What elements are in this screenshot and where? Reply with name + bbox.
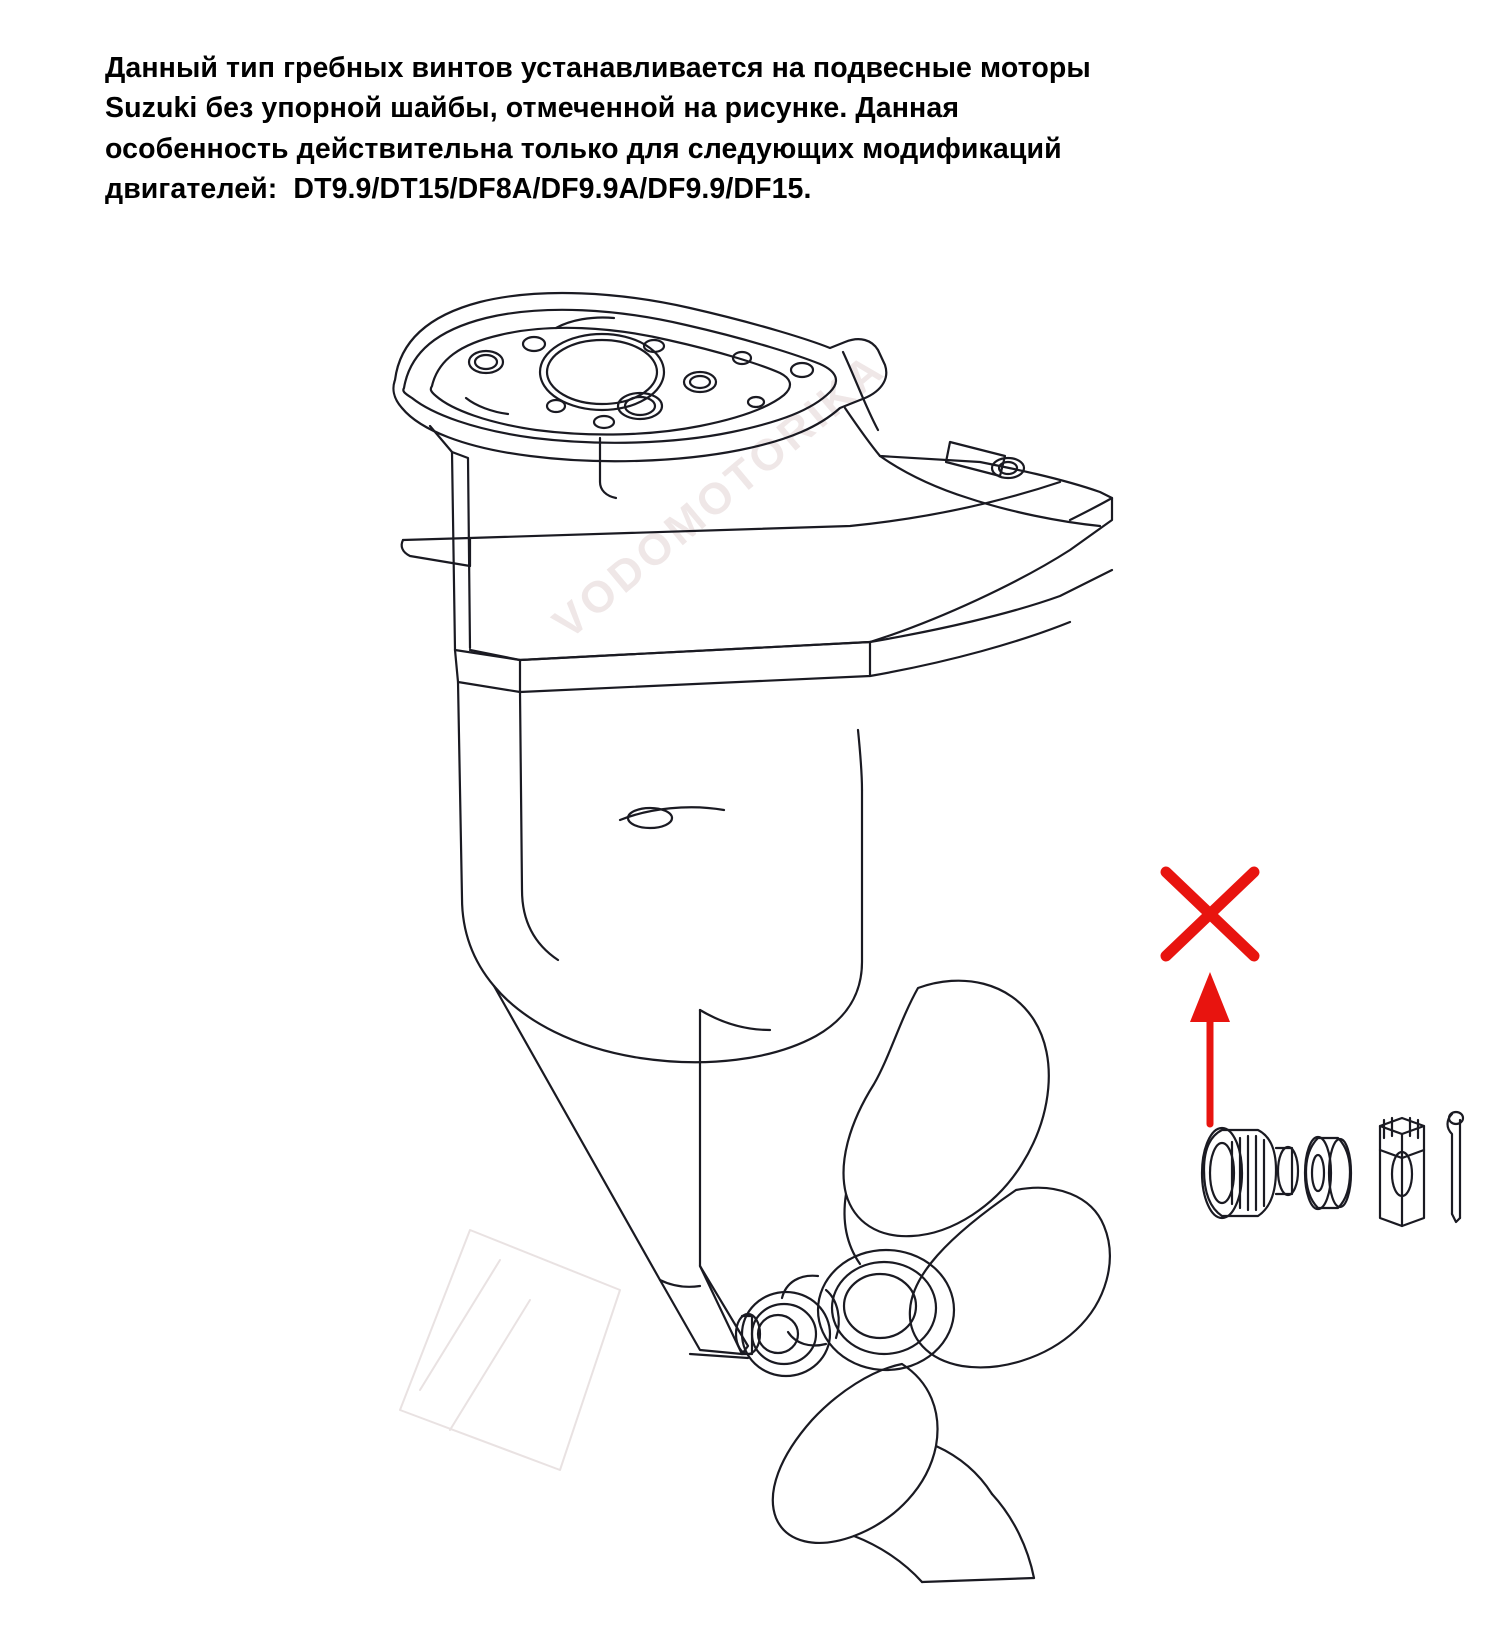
thrust-washer	[1202, 1128, 1298, 1218]
watermark-label: VODOMOTORIKA	[543, 343, 895, 649]
exclusion-annotation	[1166, 872, 1254, 956]
notice-line-2: Suzuki без упорной шайбы, отмеченной на рисунке. Данная	[105, 92, 960, 125]
cotter-pin	[1448, 1112, 1464, 1222]
notice-line-1: Данный тип гребных винтов устанавливается на подвесные моторы	[105, 52, 1091, 84]
notice-line-4: двигателей: DT9.9/DT15/DF8A/DF9.9A/DF9.9/DF15.	[105, 173, 812, 206]
notice-text	[105, 48, 1325, 210]
diagram-figure	[0, 230, 1495, 1648]
spacer-washer	[1305, 1137, 1351, 1209]
gearcase-lower-unit	[393, 293, 1112, 1470]
notice-line-3: особенность действительна только для следующих модификаций	[105, 132, 1062, 165]
callout-arrow	[1190, 972, 1230, 1124]
propeller	[736, 981, 1110, 1582]
hardware-group	[1202, 1112, 1463, 1226]
castle-nut	[1380, 1118, 1424, 1226]
